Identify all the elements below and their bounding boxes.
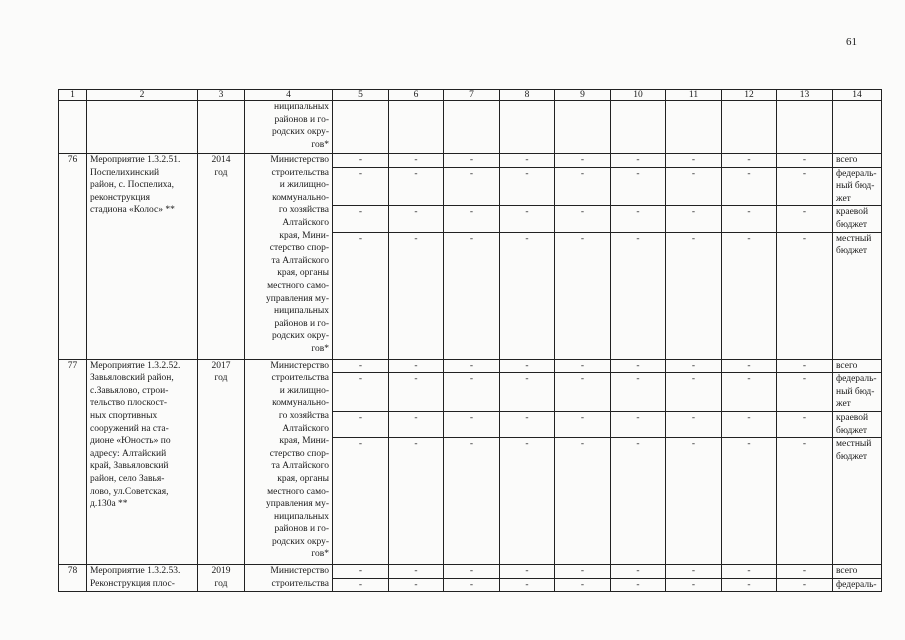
dash-cell: -	[333, 565, 389, 579]
header-cell: 5	[333, 90, 389, 101]
dash-cell: -	[666, 206, 722, 232]
text-line: Министерство	[270, 155, 329, 165]
measure-row-78	[59, 565, 882, 579]
dash-cell: -	[722, 154, 777, 168]
dash-cell: -	[777, 206, 833, 232]
table-cell	[198, 101, 245, 154]
measure-cell	[87, 359, 198, 565]
header-cell: 14	[833, 90, 882, 101]
text-line: федераль-	[836, 579, 877, 590]
dash-cell: -	[777, 438, 833, 565]
header-cell: 9	[555, 90, 611, 101]
dash-cell: -	[555, 578, 611, 592]
text-line: край, Завьяловский	[90, 461, 169, 472]
dash-cell: -	[666, 167, 722, 206]
dash-cell: -	[722, 206, 777, 232]
funding-source-cell	[833, 206, 882, 232]
responsible-cell	[245, 359, 333, 565]
dash-cell: -	[333, 206, 389, 232]
dash-cell: -	[777, 373, 833, 412]
dash-cell: -	[722, 359, 777, 373]
table-cell	[666, 101, 722, 154]
text-line: местного само-	[267, 486, 329, 497]
text-line: коммунально-	[272, 192, 329, 203]
responsible-cell	[245, 565, 333, 592]
text-line: строительства	[271, 578, 329, 589]
text-line: местный	[836, 233, 872, 244]
dash-cell: -	[500, 438, 555, 565]
year-cell	[198, 359, 245, 565]
dash-cell: -	[722, 565, 777, 579]
dash-cell: -	[666, 565, 722, 579]
text-line: район, село Завья-	[90, 473, 165, 484]
dash-cell: -	[500, 411, 555, 437]
text-line: адресу: Алтайский	[90, 448, 167, 459]
continuation-row	[59, 101, 882, 154]
responsible-cell	[245, 101, 333, 154]
dash-cell: -	[444, 206, 500, 232]
dash-cell: -	[722, 232, 777, 359]
dash-cell: -	[611, 373, 666, 412]
text-line: бюджет	[836, 219, 868, 230]
text-line: края, Мини-	[279, 436, 329, 447]
dash-cell: -	[777, 359, 833, 373]
dash-cell: -	[389, 206, 444, 232]
dash-cell: -	[777, 167, 833, 206]
text-line: федераль-	[836, 374, 877, 385]
text-line: стадиона «Колос» **	[90, 205, 175, 216]
row-number-cell: 76	[59, 154, 87, 360]
dash-cell: -	[555, 411, 611, 437]
dash-cell: -	[389, 373, 444, 412]
text-line: строительства	[271, 373, 329, 384]
text-line: сооружений на ста-	[90, 423, 169, 434]
dash-cell: -	[500, 578, 555, 592]
dash-cell: -	[722, 167, 777, 206]
text-line: строительства	[271, 167, 329, 178]
header-cell: 13	[777, 90, 833, 101]
text-line: дионе «Юность» по	[90, 436, 171, 447]
text-line: Алтайского	[282, 423, 329, 434]
text-line: 2019	[211, 566, 231, 577]
text-line: бюджет	[836, 451, 868, 462]
dash-cell: -	[389, 359, 444, 373]
program-measures-table	[58, 89, 882, 592]
dash-cell: -	[444, 438, 500, 565]
text-line: год	[214, 373, 228, 384]
table-cell	[555, 101, 611, 154]
text-line: районов и го-	[274, 524, 329, 535]
text-line: гов*	[311, 549, 329, 560]
text-line: Министерство	[270, 360, 329, 371]
text-line: ниципальных	[273, 306, 329, 317]
table-cell	[722, 101, 777, 154]
text-line: краевой	[836, 412, 869, 423]
text-line: 2014	[211, 155, 231, 165]
table-cell	[59, 101, 87, 154]
text-line: жет	[836, 399, 851, 410]
row-number-cell: 77	[59, 359, 87, 565]
table-cell	[500, 101, 555, 154]
dash-cell: -	[777, 154, 833, 168]
dash-cell: -	[555, 359, 611, 373]
dash-cell: -	[611, 167, 666, 206]
text-line: стерство спор-	[269, 448, 329, 459]
text-line: Поспелихинский	[90, 167, 160, 178]
dash-cell: -	[555, 206, 611, 232]
text-line: го хозяйства	[278, 410, 329, 421]
row-number-cell: 78	[59, 565, 87, 592]
text-line: края, органы	[277, 473, 329, 484]
text-line: Завьяловский район,	[90, 373, 174, 384]
text-line: Алтайского	[282, 217, 329, 228]
text-line: всего	[836, 155, 858, 165]
dash-cell: -	[611, 206, 666, 232]
header-cell: 2	[87, 90, 198, 101]
dash-cell: -	[777, 232, 833, 359]
text-line: район, с. Поспелиха,	[90, 180, 175, 191]
text-line: родских окру-	[271, 127, 329, 138]
funding-source-cell	[833, 578, 882, 592]
dash-cell: -	[444, 167, 500, 206]
dash-cell: -	[500, 232, 555, 359]
dash-cell: -	[444, 578, 500, 592]
dash-cell: -	[666, 232, 722, 359]
header-cell: 10	[611, 90, 666, 101]
text-line: ниципальных	[273, 511, 329, 522]
year-cell	[198, 565, 245, 592]
dash-cell: -	[777, 565, 833, 579]
responsible-cell	[245, 154, 333, 360]
funding-source-cell	[833, 359, 882, 373]
column-number-header-row	[59, 90, 882, 101]
dash-cell: -	[666, 411, 722, 437]
dash-cell: -	[666, 154, 722, 168]
funding-source-cell	[833, 373, 882, 412]
header-cell: 6	[389, 90, 444, 101]
page-number: 61	[846, 36, 857, 48]
funding-source-cell	[833, 438, 882, 565]
table-cell	[333, 101, 389, 154]
funding-source-cell	[833, 411, 882, 437]
text-line: та Алтайского	[271, 461, 329, 472]
dash-cell: -	[777, 578, 833, 592]
dash-cell: -	[444, 359, 500, 373]
dash-cell: -	[389, 167, 444, 206]
measure-row-76	[59, 154, 882, 168]
text-line: всего	[836, 566, 858, 577]
dash-cell: -	[389, 232, 444, 359]
dash-cell: -	[389, 411, 444, 437]
dash-cell: -	[500, 359, 555, 373]
text-line: местного само-	[267, 280, 329, 291]
header-cell: 11	[666, 90, 722, 101]
dash-cell: -	[389, 578, 444, 592]
header-cell: 3	[198, 90, 245, 101]
text-line: жет	[836, 193, 851, 204]
text-line: гов*	[311, 343, 329, 354]
dash-cell: -	[333, 167, 389, 206]
text-line: краевой	[836, 207, 869, 218]
table-cell	[444, 101, 500, 154]
dash-cell: -	[555, 565, 611, 579]
dash-cell: -	[611, 411, 666, 437]
text-line: Мероприятие 1.3.2.51.	[90, 155, 181, 165]
text-line: ниципальных	[273, 102, 329, 112]
table-cell	[777, 101, 833, 154]
text-line: год	[214, 167, 228, 178]
dash-cell: -	[555, 438, 611, 565]
table-cell	[389, 101, 444, 154]
text-line: го хозяйства	[278, 205, 329, 216]
dash-cell: -	[666, 373, 722, 412]
text-line: районов и го-	[274, 114, 329, 125]
dash-cell: -	[333, 359, 389, 373]
funding-source-cell	[833, 167, 882, 206]
header-cell: 7	[444, 90, 500, 101]
funding-source-cell	[833, 232, 882, 359]
text-line: Мероприятие 1.3.2.52.	[90, 360, 181, 371]
dash-cell: -	[611, 154, 666, 168]
text-line: Реконструкция плос-	[90, 578, 175, 589]
header-cell: 8	[500, 90, 555, 101]
dash-cell: -	[500, 373, 555, 412]
dash-cell: -	[666, 359, 722, 373]
text-line: лово, ул.Советская,	[90, 486, 169, 497]
table-cell	[611, 101, 666, 154]
text-line: края, органы	[277, 268, 329, 279]
text-line: родских окру-	[271, 536, 329, 547]
dash-cell: -	[500, 154, 555, 168]
dash-cell: -	[666, 578, 722, 592]
text-line: ных спортивных	[90, 410, 158, 421]
text-line: бюджет	[836, 425, 868, 436]
text-line: стерство спор-	[269, 243, 329, 254]
header-cell: 4	[245, 90, 333, 101]
text-line: и жилищно-	[279, 385, 329, 396]
text-line: с.Завьялово, строи-	[90, 385, 169, 396]
dash-cell: -	[611, 232, 666, 359]
dash-cell: -	[722, 411, 777, 437]
dash-cell: -	[611, 359, 666, 373]
text-line: Мероприятие 1.3.2.53.	[90, 566, 181, 577]
dash-cell: -	[444, 411, 500, 437]
dash-cell: -	[611, 565, 666, 579]
dash-cell: -	[555, 232, 611, 359]
dash-cell: -	[666, 438, 722, 565]
dash-cell: -	[722, 438, 777, 565]
text-line: управления му-	[266, 499, 329, 510]
dash-cell: -	[444, 565, 500, 579]
dash-cell: -	[444, 373, 500, 412]
text-line: Министерство	[270, 566, 329, 577]
text-line: реконструкция	[90, 192, 150, 203]
text-line: коммунально-	[272, 398, 329, 409]
dash-cell: -	[555, 373, 611, 412]
text-line: та Алтайского	[271, 255, 329, 266]
text-line: д.130а **	[90, 499, 128, 510]
text-line: федераль-	[836, 168, 877, 179]
measure-row-77	[59, 359, 882, 373]
dash-cell: -	[722, 373, 777, 412]
year-cell	[198, 154, 245, 360]
dash-cell: -	[722, 578, 777, 592]
dash-cell: -	[389, 438, 444, 565]
dash-cell: -	[333, 438, 389, 565]
dash-cell: -	[611, 438, 666, 565]
text-line: год	[214, 578, 228, 589]
text-line: местный	[836, 439, 872, 450]
text-line: ный бюд-	[836, 386, 875, 397]
funding-source-cell	[833, 154, 882, 168]
dash-cell: -	[333, 411, 389, 437]
header-cell: 1	[59, 90, 87, 101]
measure-cell	[87, 565, 198, 592]
dash-cell: -	[333, 154, 389, 168]
text-line: районов и го-	[274, 318, 329, 329]
text-line: 2017	[211, 360, 231, 371]
table-cell	[833, 101, 882, 154]
dash-cell: -	[500, 565, 555, 579]
dash-cell: -	[389, 565, 444, 579]
dash-cell: -	[500, 206, 555, 232]
dash-cell: -	[500, 167, 555, 206]
dash-cell: -	[389, 154, 444, 168]
text-line: края, Мини-	[279, 230, 329, 241]
dash-cell: -	[611, 578, 666, 592]
text-line: гов*	[311, 139, 329, 150]
text-line: тельство плоскост-	[90, 398, 168, 409]
text-line: всего	[836, 360, 858, 371]
table-cell	[87, 101, 198, 154]
text-line: управления му-	[266, 293, 329, 304]
dash-cell: -	[333, 373, 389, 412]
text-line: бюджет	[836, 246, 868, 257]
header-cell: 12	[722, 90, 777, 101]
dash-cell: -	[333, 578, 389, 592]
measure-cell	[87, 154, 198, 360]
text-line: родских окру-	[271, 331, 329, 342]
dash-cell: -	[555, 154, 611, 168]
dash-cell: -	[555, 167, 611, 206]
text-line: ный бюд-	[836, 181, 875, 192]
text-line: и жилищно-	[279, 180, 329, 191]
dash-cell: -	[444, 232, 500, 359]
dash-cell: -	[777, 411, 833, 437]
dash-cell: -	[444, 154, 500, 168]
funding-source-cell	[833, 565, 882, 579]
dash-cell: -	[333, 232, 389, 359]
